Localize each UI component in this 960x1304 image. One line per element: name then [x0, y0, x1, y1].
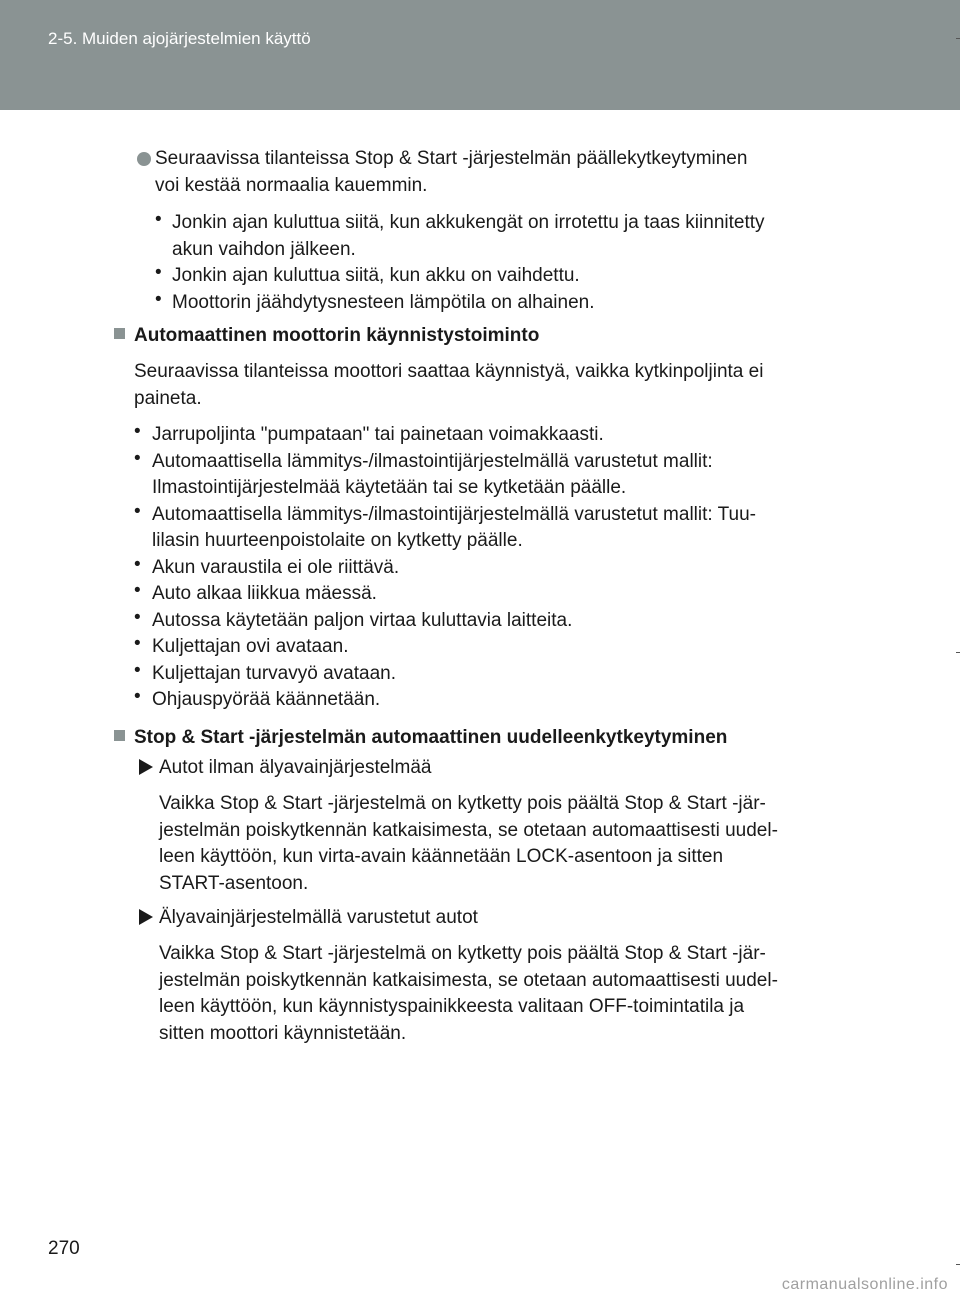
sub1-line: leen käyttöön, kun virta-avain käännetään LOCK-asentoon ja sitten [159, 846, 724, 867]
intro-item: Moottorin jäähdytysnesteen lämpötila on alhainen. [172, 292, 595, 313]
section1-item: Kuljettajan ovi avataan. [152, 636, 349, 657]
sub1-title: Autot ilman älyavainjärjestelmää [159, 757, 432, 778]
section1-item: Autossa käytetään paljon virtaa kuluttavia laitteita. [152, 610, 573, 631]
watermark: carmanualsonline.info [781, 1276, 948, 1293]
circle-bullet-icon [137, 152, 151, 166]
bullet-dot-icon: • [134, 607, 141, 628]
triangle-arrow-icon [139, 759, 153, 775]
bullet-dot-icon: • [155, 209, 162, 230]
section1-item: Automaattisella lämmitys-/ilmastointijärjestelmällä varustetut mallit: [152, 451, 713, 472]
bullet-dot-icon: • [134, 580, 141, 601]
section1-item: Kuljettajan turvavyö avataan. [152, 663, 396, 684]
crop-mark [956, 38, 960, 39]
page-header [0, 0, 960, 110]
intro-item: Jonkin ajan kuluttua siitä, kun akkukengät on irrotettu ja taas kiinnitetty [172, 212, 765, 233]
sub2-line: Vaikka Stop & Start -järjestelmä on kytketty pois päältä Stop & Start -jär- [159, 943, 766, 964]
sub2-line: leen käyttöön, kun käynnistyspainikkeesta valitaan OFF-toimintatila ja [159, 996, 745, 1017]
section2-heading: Stop & Start -järjestelmän automaattinen uudelleenkytkeytyminen [134, 727, 728, 748]
section1-item: Automaattisella lämmitys-/ilmastointijärjestelmällä varustetut mallit: Tuu- [152, 504, 756, 525]
sub2-line: sitten moottori käynnistetään. [159, 1023, 407, 1044]
triangle-arrow-icon [139, 909, 153, 925]
header-title: 2-5. Muiden ajojärjestelmien käyttö [48, 29, 311, 48]
bullet-dot-icon: • [134, 660, 141, 681]
bullet-dot-icon: • [134, 501, 141, 522]
crop-mark [956, 652, 960, 653]
section1-line-1: Seuraavissa tilanteissa moottori saattaa käynnistyä, vaikka kytkinpoljinta ei [134, 361, 764, 382]
bullet-dot-icon: • [134, 448, 141, 469]
section1-line-2: paineta. [134, 388, 202, 409]
section1-item: Ohjauspyörää käännetään. [152, 689, 381, 710]
bullet-dot-icon: • [134, 421, 141, 442]
intro-line-1: Seuraavissa tilanteissa Stop & Start -järjestelmän päällekytkeytyminen [155, 148, 748, 169]
section1-item-cont: lilasin huurteenpoistolaite on kytketty päälle. [152, 530, 523, 551]
section1-item: Jarrupoljinta "pumpataan" tai painetaan voimakkaasti. [152, 424, 604, 445]
intro-item: Jonkin ajan kuluttua siitä, kun akku on vaihdettu. [172, 265, 580, 286]
sub1-line: jestelmän poiskytkennän katkaisimesta, se otetaan automaattisesti uudel- [159, 820, 778, 841]
bullet-dot-icon: • [134, 686, 141, 707]
section1-item: Akun varaustila ei ole riittävä. [152, 557, 400, 578]
intro-line-2: voi kestää normaalia kauemmin. [155, 175, 428, 196]
section1-item-cont: Ilmastointijärjestelmää käytetään tai se kytketään päälle. [152, 477, 627, 498]
intro-item-cont: akun vaihdon jälkeen. [172, 239, 356, 260]
bullet-dot-icon: • [134, 633, 141, 654]
crop-mark [956, 1264, 960, 1265]
section-square-icon [114, 730, 125, 741]
sub2-title: Älyavainjärjestelmällä varustetut autot [159, 907, 478, 928]
bullet-dot-icon: • [134, 554, 141, 575]
bullet-dot-icon: • [155, 289, 162, 310]
section1-heading: Automaattinen moottorin käynnistystoiminto [134, 325, 540, 346]
section1-item: Auto alkaa liikkua mäessä. [152, 583, 377, 604]
sub1-line: Vaikka Stop & Start -järjestelmä on kytketty pois päältä Stop & Start -jär- [159, 793, 766, 814]
sub1-line: START-asentoon. [159, 873, 309, 894]
page-number: 270 [48, 1238, 80, 1259]
sub2-line: jestelmän poiskytkennän katkaisimesta, se otetaan automaattisesti uudel- [159, 970, 778, 991]
section-square-icon [114, 328, 125, 339]
bullet-dot-icon: • [155, 262, 162, 283]
